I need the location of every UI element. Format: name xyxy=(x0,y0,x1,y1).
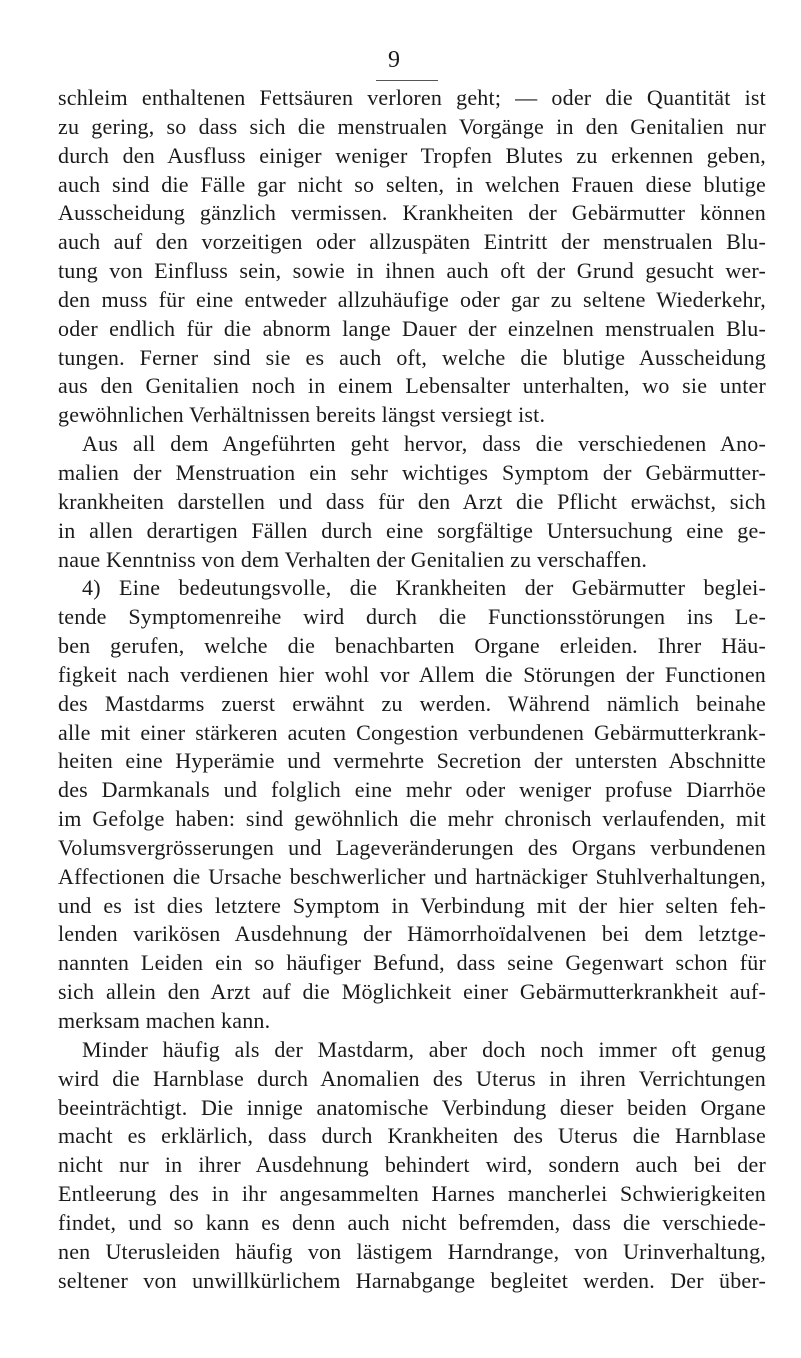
text-line: lenden varikösen Ausdehnung der Hämorrhoïdalvenen bei dem letztge- xyxy=(58,921,766,947)
text-line: Affectionen die Ursache beschwerlicher und hartnäckiger Stuhlverhaltungen, xyxy=(58,863,766,889)
text-line: Minder häufig als der Mastdarm, aber doch noch immer oft genug xyxy=(82,1036,766,1062)
text-line: Volumsvergrösserungen und Lageveränderungen des Organs verbundenen xyxy=(58,834,766,860)
text-line: den muss für eine entweder allzuhäufige oder gar zu seltene Wiederkehr, xyxy=(58,286,766,312)
text-line: findet, und so kann es denn auch nicht befremden, dass die verschiede- xyxy=(58,1209,766,1235)
text-line: nicht nur in ihrer Ausdehnung behindert wird, sondern auch bei der xyxy=(58,1152,766,1178)
text-line: Aus all dem Angeführten geht hervor, dass die verschiedenen Ano- xyxy=(82,431,766,457)
text-line: tende Symptomenreihe wird durch die Functionsstörungen ins Le- xyxy=(58,604,766,630)
text-line: alle mit einer stärkeren acuten Congestion verbundenen Gebärmutterkrank- xyxy=(58,719,766,745)
text-line: des Mastdarms zuerst erwähnt zu werden. Während nämlich beinahe xyxy=(58,690,766,716)
text-line: figkeit nach verdienen hier wohl vor Allem die Störungen der Functionen xyxy=(58,661,766,687)
body-text xyxy=(58,84,766,1295)
text-line: und es ist dies letztere Symptom in Verbindung mit der hier selten feh- xyxy=(58,892,766,918)
text-line: tung von Einfluss sein, sowie in ihnen auch oft der Grund gesucht wer- xyxy=(58,258,766,284)
text-line: tungen. Ferner sind sie es auch oft, welche die blutige Ausscheidung xyxy=(58,344,766,370)
text-line: aus den Genitalien noch in einem Lebensalter unterhalten, wo sie unter xyxy=(58,373,766,399)
text-line: wird die Harnblase durch Anomalien des Uterus in ihren Verrichtungen xyxy=(58,1065,766,1091)
text-line: merksam machen kann. xyxy=(58,1008,271,1033)
page-number: 9 xyxy=(388,47,400,73)
text-line: im Gefolge haben: sind gewöhnlich die mehr chronisch verlaufenden, mit xyxy=(58,806,766,832)
text-line: gewöhnlichen Verhältnissen bereits längst versiegt ist. xyxy=(58,402,546,428)
text-line: seltener von unwillkürlichem Harnabgange begleitet werden. Der über- xyxy=(58,1267,766,1293)
text-line: oder endlich für die abnorm lange Dauer der einzelnen menstrualen Blu- xyxy=(58,315,766,341)
text-line: Ausscheidung gänzlich vermissen. Krankheiten der Gebärmutter können xyxy=(58,200,766,226)
text-line: naue Kenntniss von dem Verhalten der Genitalien zu verschaffen. xyxy=(58,546,648,572)
text-line: auch sind die Fälle gar nicht so selten, in welchen Frauen diese blutige xyxy=(58,171,766,197)
text-line: schleim enthaltenen Fettsäuren verloren geht; — oder die Quantität ist xyxy=(58,85,766,110)
text-line: malien der Menstruation ein sehr wichtiges Symptom der Gebärmutter- xyxy=(58,459,766,485)
text-line: in allen derartigen Fällen durch eine sorgfältige Untersuchung eine ge- xyxy=(58,517,766,543)
text-line: auch auf den vorzeitigen oder allzuspäten Eintritt der menstrualen Blu- xyxy=(58,229,766,255)
text-line: nannten Leiden ein so häufiger Befund, dass seine Gegenwart schon für xyxy=(58,950,766,976)
page-number-rule xyxy=(376,80,438,81)
text-line: ben gerufen, welche die benachbarten Organe erleiden. Ihrer Häu- xyxy=(58,633,766,659)
text-line: sich allein den Arzt auf die Möglichkeit einer Gebärmutterkrankheit auf- xyxy=(58,979,766,1005)
text-line: 4) Eine bedeutungsvolle, die Krankheiten der Gebärmutter beglei- xyxy=(82,575,766,601)
text-line: heiten eine Hyperämie und vermehrte Secretion der untersten Abschnitte xyxy=(58,748,766,774)
text-line: nen Uterusleiden häufig von lästigem Harndrange, von Urinverhaltung, xyxy=(58,1238,766,1264)
text-line: zu gering, so dass sich die menstrualen Vorgänge in den Genitalien nur xyxy=(58,113,766,139)
text-line: des Darmkanals und folglich eine mehr oder weniger profuse Diarrhöe xyxy=(58,777,766,803)
text-line: durch den Ausfluss einiger weniger Tropfen Blutes zu erkennen geben, xyxy=(58,142,766,168)
text-line: macht es erklärlich, dass durch Krankheiten des Uterus die Harnblase xyxy=(58,1123,766,1149)
text-line: krankheiten darstellen und dass für den Arzt die Pflicht erwächst, sich xyxy=(58,488,766,514)
text-line: beeinträchtigt. Die innige anatomische Verbindung dieser beiden Organe xyxy=(58,1094,766,1120)
text-line: Entleerung des in ihr angesammelten Harnes mancherlei Schwierigkeiten xyxy=(58,1181,766,1207)
